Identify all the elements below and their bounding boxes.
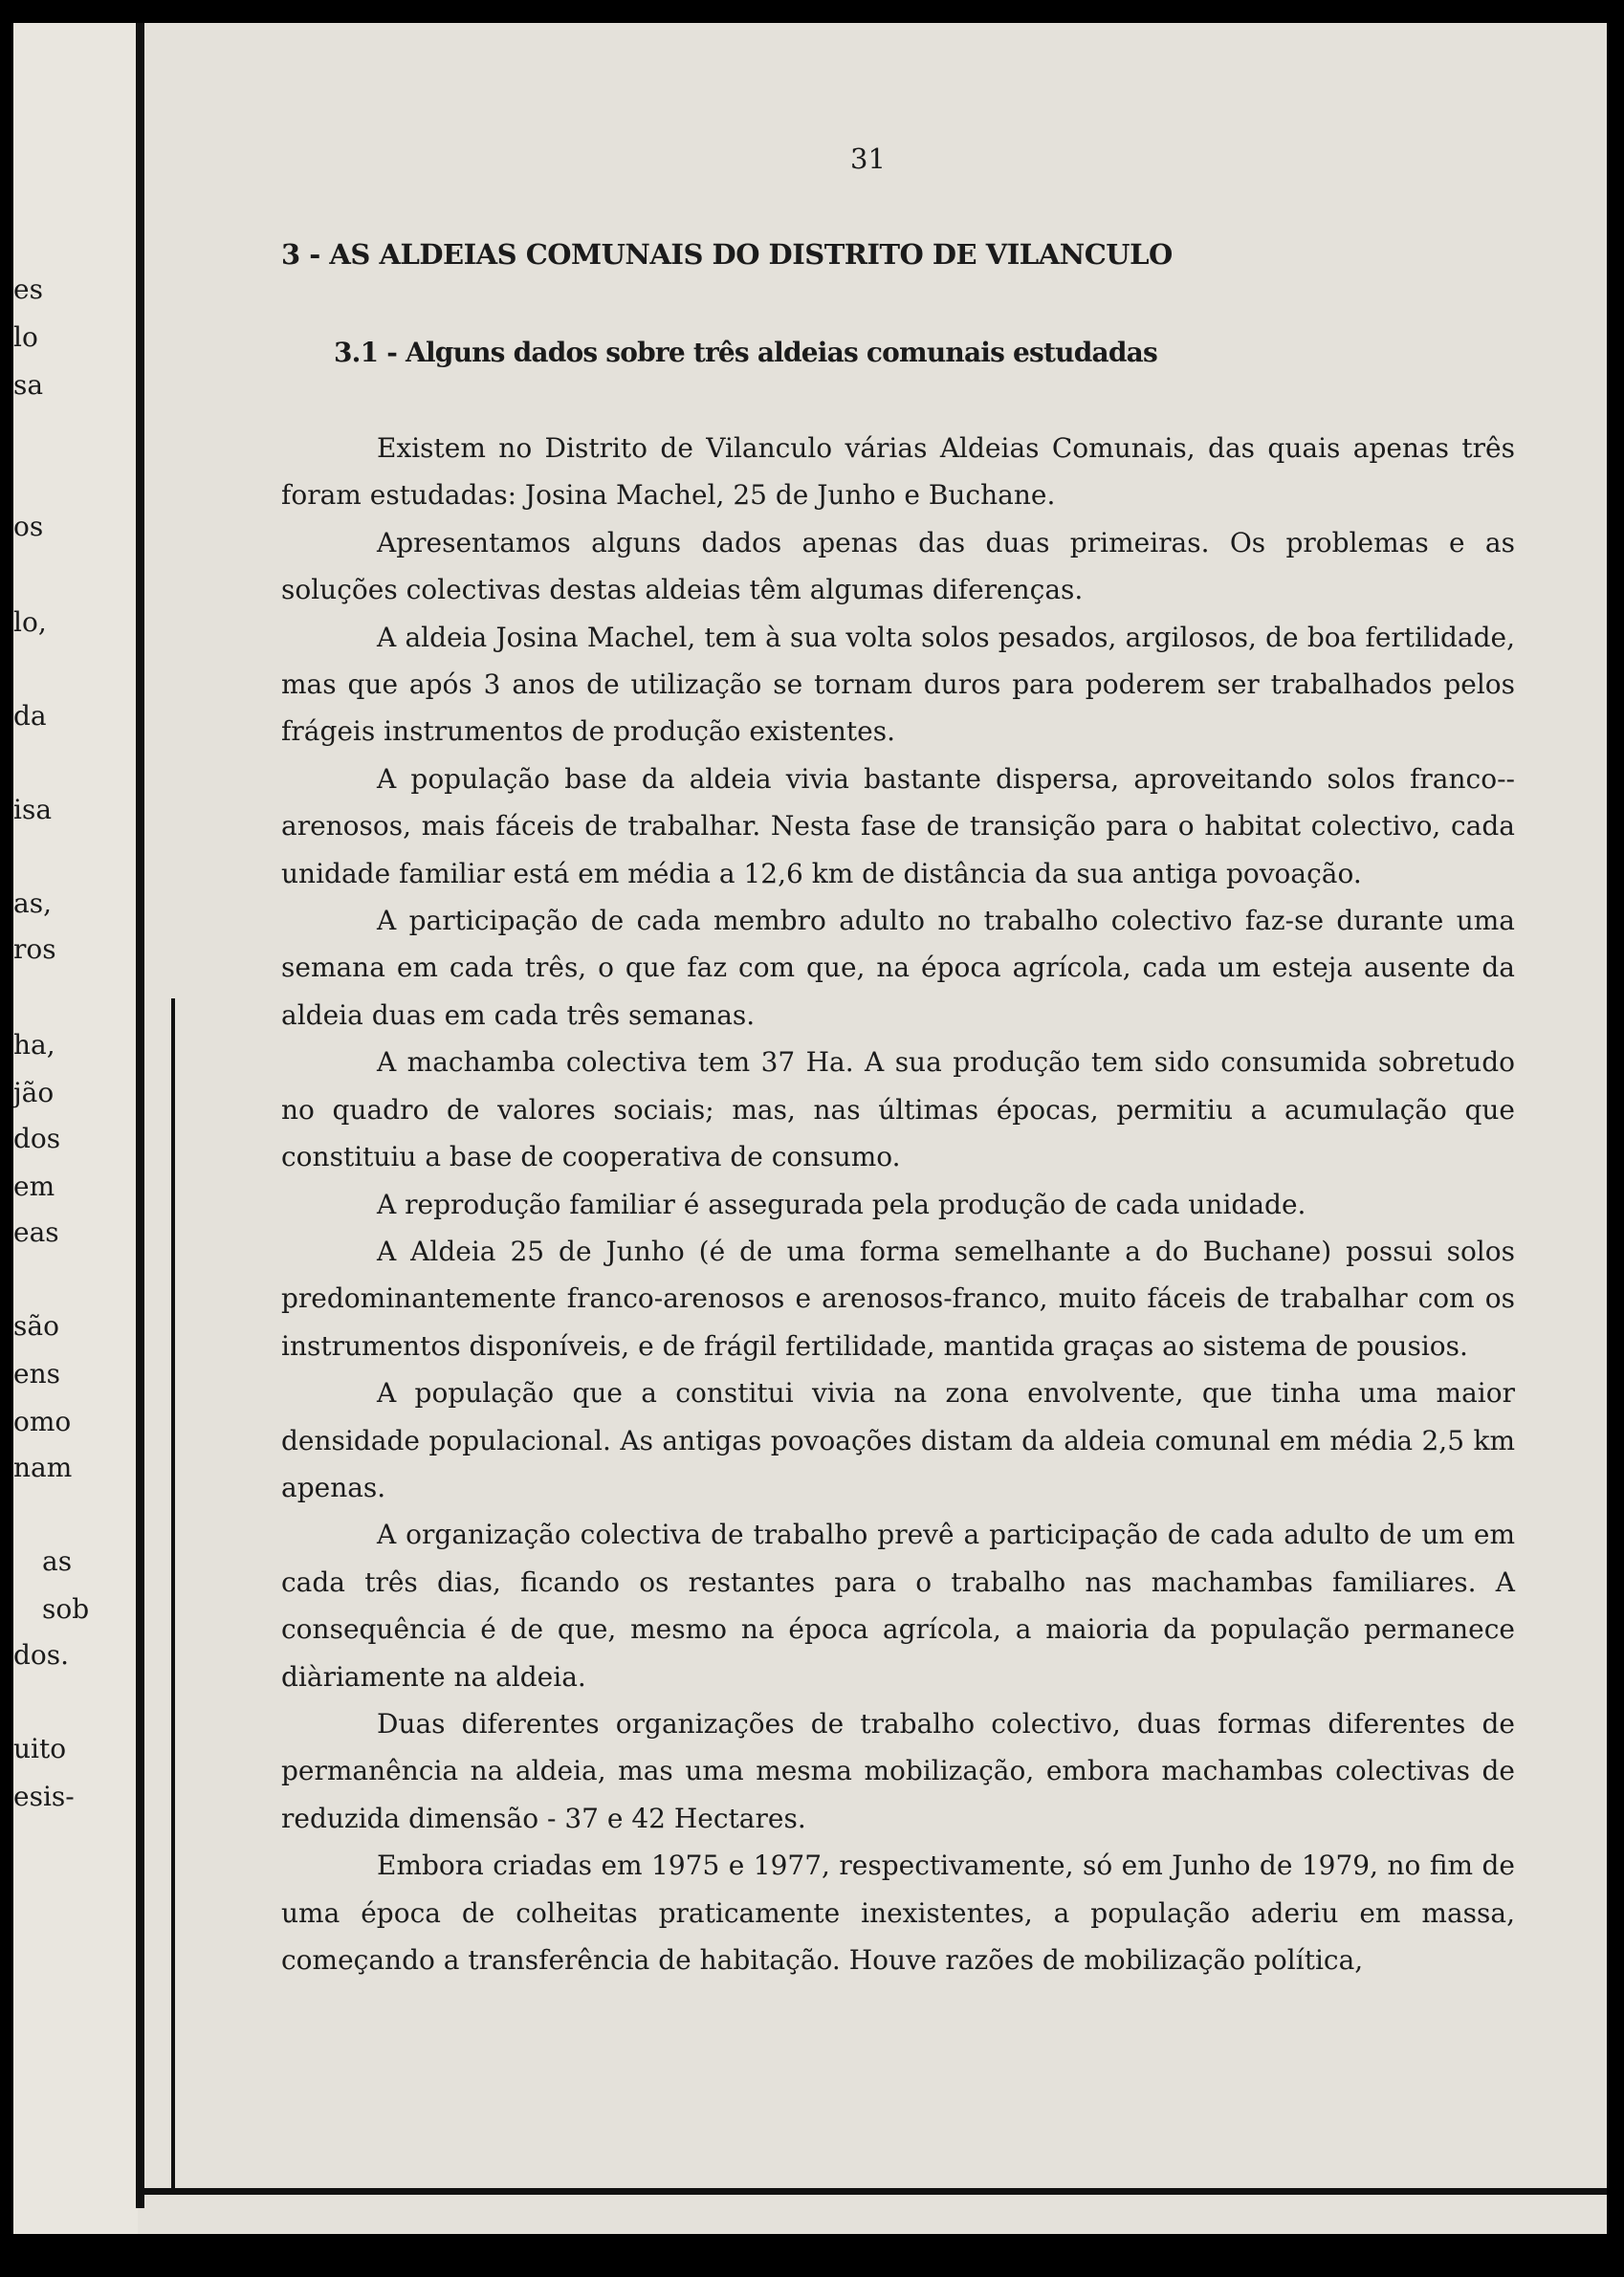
- prev-page-fragment: lo,: [13, 606, 47, 638]
- prev-page-fragment: ha,: [13, 1029, 55, 1061]
- prev-page-fragment: sa: [13, 369, 44, 401]
- previous-page-strip: [13, 23, 138, 2234]
- paragraph: A aldeia Josina Machel, tem à sua volta solos pesados, argilosos, de boa fertilidade, mas que após 3 anos de utilização se tornam duros para poderem ser trabalhados pelos frágeis instrumentos de produção existentes.: [281, 621, 1515, 748]
- chapter-title: 3 - AS ALDEIAS COMUNAIS DO DISTRITO DE VILANCULO: [281, 238, 1173, 271]
- body-text: [281, 425, 1515, 1983]
- binding-edge-shadow: [171, 998, 175, 2194]
- prev-page-fragment: eas: [13, 1216, 59, 1248]
- page-bottom-edge: [138, 2188, 1607, 2195]
- prev-page-fragment: as: [42, 1545, 73, 1577]
- prev-page-fragment: ens: [13, 1358, 60, 1390]
- paragraph: A população que a constitui vivia na zona envolvente, que tinha uma maior densidade populacional. As antigas povoações distam da aldeia comunal em média 2,5 km apenas.: [281, 1377, 1515, 1503]
- prev-page-fragment: jão: [13, 1077, 55, 1108]
- paragraph: A organização colectiva de trabalho prevê a participação de cada adulto de um em cada três dias, ficando os restantes para o trabalho nas machambas familiares. A consequência é de que, mesmo na época agrícola, a maioria da população permanece diàriamente na aldeia.: [281, 1519, 1515, 1693]
- binding-edge-line: [136, 23, 144, 2208]
- section-title: 3.1 - Alguns dados sobre três aldeias comunais estudadas: [334, 337, 1157, 368]
- prev-page-fragment: dos.: [13, 1639, 70, 1671]
- scanned-page: [13, 23, 1607, 2234]
- prev-page-fragment: dos: [13, 1123, 61, 1154]
- paragraph: A Aldeia 25 de Junho (é de uma forma semelhante a do Buchane) possui solos predominantemente franco-arenosos e arenosos-franco, muito fáceis de trabalhar com os instrumentos disponíveis, e de frágil fertilidade, mantida graças ao sistema de pousios.: [281, 1235, 1515, 1362]
- prev-page-fragment: isa: [13, 794, 53, 825]
- prev-page-fragment: os: [13, 511, 44, 542]
- prev-page-fragment: as,: [13, 887, 52, 919]
- prev-page-fragment: uito: [13, 1733, 67, 1764]
- prev-page-fragment: da: [13, 700, 47, 732]
- paragraph: A população base da aldeia vivia bastante dispersa, aproveitando solos franco--arenosos, mais fáceis de trabalhar. Nesta fase de transição para o habitat colectivo, cada unidade familiar está em média a 12,6 km de distância da sua antiga povoação.: [281, 762, 1515, 889]
- prev-page-fragment: omo: [13, 1406, 72, 1437]
- paragraph: A reprodução familiar é assegurada pela produção de cada unidade.: [377, 1188, 1306, 1220]
- prev-page-fragment: ros: [13, 933, 56, 965]
- prev-page-fragment: nam: [13, 1452, 73, 1483]
- page-number: 31: [850, 142, 886, 175]
- paragraph: A machamba colectiva tem 37 Ha. A sua produção tem sido consumida sobretudo no quadro de valores sociais; mas, nas últimas épocas, permitiu a acumulação que constituiu a base de cooperativa de consumo.: [281, 1046, 1515, 1173]
- prev-page-fragment: esis-: [13, 1781, 75, 1812]
- paragraph: Apresentamos alguns dados apenas das duas primeiras. Os problemas e as soluções colectivas destas aldeias têm algumas diferenças.: [281, 526, 1515, 606]
- prev-page-fragment: sob: [42, 1593, 90, 1625]
- prev-page-fragment: es: [13, 274, 43, 305]
- prev-page-fragment: são: [13, 1310, 59, 1342]
- paragraph: Existem no Distrito de Vilanculo várias Aldeias Comunais, das quais apenas três foram estudadas: Josina Machel, 25 de Junho e Buchane.: [281, 432, 1515, 512]
- prev-page-fragment: lo: [13, 321, 38, 353]
- prev-page-fragment: em: [13, 1171, 55, 1202]
- paragraph: Embora criadas em 1975 e 1977, respectivamente, só em Junho de 1979, no fim de uma época de colheitas praticamente inexistentes, a população aderiu em massa, começando a transferência de habitação. Houve razões de mobilização política,: [281, 1850, 1515, 1976]
- paragraph: A participação de cada membro adulto no trabalho colectivo faz-se durante uma semana em cada três, o que faz com que, na época agrícola, cada um esteja ausente da aldeia duas em cada três semanas.: [281, 905, 1515, 1031]
- paragraph: Duas diferentes organizações de trabalho colectivo, duas formas diferentes de permanência na aldeia, mas uma mesma mobilização, embora machambas colectivas de reduzida dimensão - 37 e 42 Hectares.: [281, 1707, 1515, 1834]
